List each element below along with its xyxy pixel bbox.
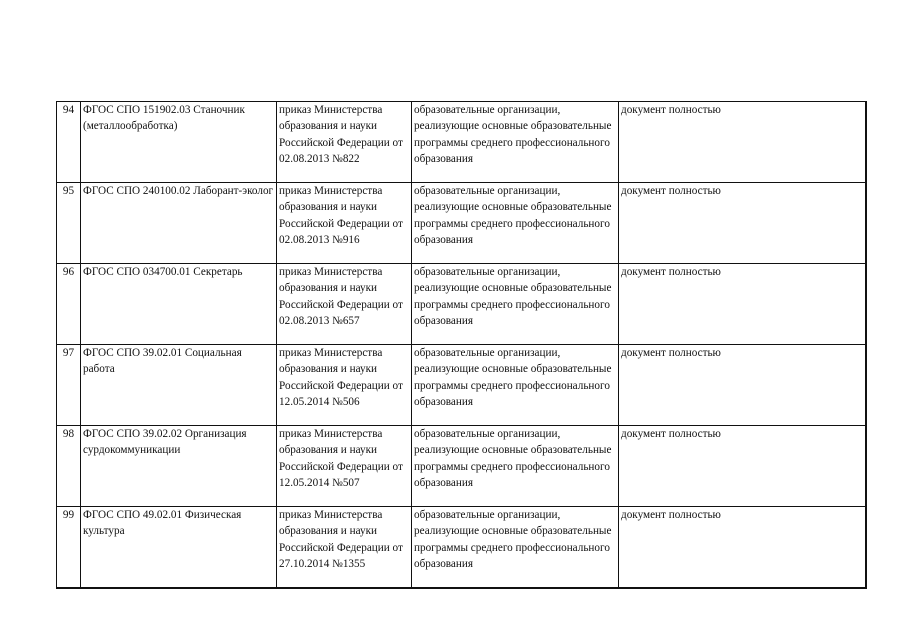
standard-name: ФГОС СПО 240100.02 Лаборант-эколог [81, 183, 277, 264]
standard-name: ФГОС СПО 39.02.01 Социальная работа [81, 345, 277, 426]
applicability-scope: образовательные организации, реализующие основные образовательные программы среднего профессионального образования [412, 507, 619, 588]
approval-order: приказ Министерства образования и науки Российской Федерации от 02.08.2013 №822 [277, 102, 412, 183]
application-extent: документ полностью [619, 264, 866, 345]
table-row [57, 183, 866, 264]
applicability-scope: образовательные организации, реализующие основные образовательные программы среднего профессионального образования [412, 426, 619, 507]
standard-name: ФГОС СПО 39.02.02 Организация сурдокоммуникации [81, 426, 277, 507]
applicability-scope: образовательные организации, реализующие основные образовательные программы среднего профессионального образования [412, 183, 619, 264]
standards-table [56, 101, 867, 589]
approval-order: приказ Министерства образования и науки Российской Федерации от 12.05.2014 №507 [277, 426, 412, 507]
application-extent: документ полностью [619, 345, 866, 426]
approval-order: приказ Министерства образования и науки Российской Федерации от 02.08.2013 №657 [277, 264, 412, 345]
row-number: 99 [57, 507, 81, 588]
table-row [57, 426, 866, 507]
applicability-scope: образовательные организации, реализующие основные образовательные программы среднего профессионального образования [412, 264, 619, 345]
row-number: 98 [57, 426, 81, 507]
approval-order: приказ Министерства образования и науки Российской Федерации от 02.08.2013 №916 [277, 183, 412, 264]
table-row [57, 102, 866, 183]
row-number: 97 [57, 345, 81, 426]
table-row [57, 264, 866, 345]
application-extent: документ полностью [619, 507, 866, 588]
row-number: 94 [57, 102, 81, 183]
application-extent: документ полностью [619, 102, 866, 183]
standard-name: ФГОС СПО 49.02.01 Физическая культура [81, 507, 277, 588]
standard-name: ФГОС СПО 034700.01 Секретарь [81, 264, 277, 345]
row-number: 96 [57, 264, 81, 345]
applicability-scope: образовательные организации, реализующие основные образовательные программы среднего профессионального образования [412, 102, 619, 183]
approval-order: приказ Министерства образования и науки Российской Федерации от 27.10.2014 №1355 [277, 507, 412, 588]
row-number: 95 [57, 183, 81, 264]
standard-name: ФГОС СПО 151902.03 Станочник (металлообработка) [81, 102, 277, 183]
applicability-scope: образовательные организации, реализующие основные образовательные программы среднего профессионального образования [412, 345, 619, 426]
application-extent: документ полностью [619, 183, 866, 264]
approval-order: приказ Министерства образования и науки Российской Федерации от 12.05.2014 №506 [277, 345, 412, 426]
application-extent: документ полностью [619, 426, 866, 507]
table-row [57, 345, 866, 426]
table-row [57, 507, 866, 588]
